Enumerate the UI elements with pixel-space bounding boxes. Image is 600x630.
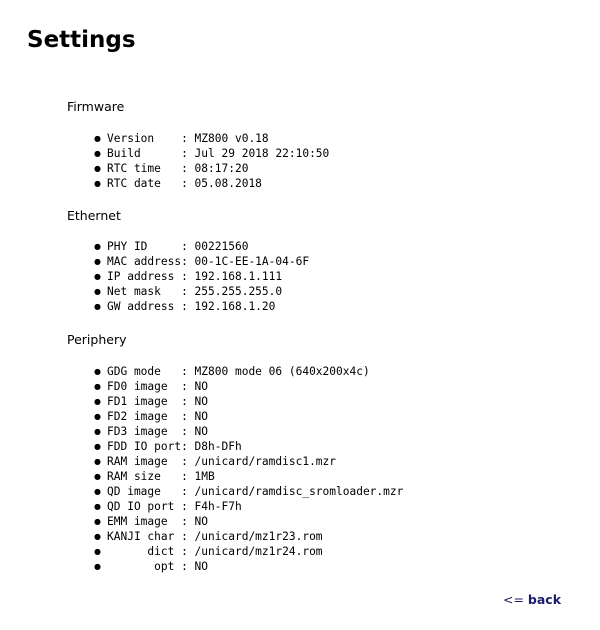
ethernet-netmask-item (94, 284, 309, 299)
bullet-icon: ● (94, 367, 101, 376)
back-link[interactable] (503, 592, 561, 608)
item-text: Version : MZ800 v0.18 (107, 132, 269, 145)
item-text: RAM size : 1MB (107, 470, 215, 483)
bullet-icon: ● (94, 397, 101, 406)
bullet-icon: ● (94, 532, 101, 541)
item-text: KANJI char : /unicard/mz1r23.rom (107, 530, 323, 543)
periphery-fd0-item (94, 379, 403, 394)
firmware-list (94, 131, 329, 191)
bullet-icon: ● (94, 164, 101, 173)
bullet-icon: ● (94, 242, 101, 251)
page-title: Settings (27, 27, 136, 53)
periphery-fd3-item (94, 424, 403, 439)
periphery-fd1-item (94, 394, 403, 409)
item-text: PHY ID : 00221560 (107, 240, 249, 253)
bullet-icon: ● (94, 412, 101, 421)
bullet-icon: ● (94, 487, 101, 496)
firmware-heading: Firmware (67, 99, 125, 114)
bullet-icon: ● (94, 257, 101, 266)
ethernet-gateway-item (94, 299, 309, 314)
periphery-heading: Periphery (67, 332, 127, 347)
back-arrow-icon: <= (503, 592, 528, 607)
periphery-gdg-mode-item (94, 364, 403, 379)
item-text: MAC address: 00-1C-EE-1A-04-6F (107, 255, 310, 268)
periphery-qd-image-item (94, 484, 403, 499)
bullet-icon: ● (94, 272, 101, 281)
bullet-icon: ● (94, 442, 101, 451)
firmware-version-item (94, 131, 329, 146)
item-text: dict : /unicard/mz1r24.rom (107, 545, 323, 558)
item-text: RTC date : 05.08.2018 (107, 177, 262, 190)
bullet-icon: ● (94, 427, 101, 436)
ethernet-ip-item (94, 269, 309, 284)
item-text: FD1 image : NO (107, 395, 209, 408)
item-text: RAM image : /unicard/ramdisc1.mzr (107, 455, 337, 468)
periphery-kanji-char-item (94, 529, 403, 544)
ethernet-phy-id-item (94, 239, 309, 254)
bullet-icon: ● (94, 179, 101, 188)
periphery-fdd-io-item (94, 439, 403, 454)
bullet-icon: ● (94, 562, 101, 571)
bullet-icon: ● (94, 457, 101, 466)
bullet-icon: ● (94, 149, 101, 158)
periphery-ram-image-item (94, 454, 403, 469)
item-text: RTC time : 08:17:20 (107, 162, 249, 175)
periphery-emm-image-item (94, 514, 403, 529)
ethernet-list (94, 239, 309, 314)
item-text: GDG mode : MZ800 mode 06 (640x200x4c) (107, 365, 370, 378)
periphery-list (94, 364, 403, 574)
item-text: GW address : 192.168.1.20 (107, 300, 276, 313)
bullet-icon: ● (94, 134, 101, 143)
periphery-kanji-opt-item (94, 559, 403, 574)
ethernet-heading: Ethernet (67, 208, 121, 223)
ethernet-mac-item (94, 254, 309, 269)
item-text: Build : Jul 29 2018 22:10:50 (107, 147, 330, 160)
item-text: Net mask : 255.255.255.0 (107, 285, 283, 298)
periphery-kanji-dict-item (94, 544, 403, 559)
bullet-icon: ● (94, 302, 101, 311)
periphery-qd-io-item (94, 499, 403, 514)
firmware-rtc-time-item (94, 161, 329, 176)
item-text: opt : NO (107, 560, 209, 573)
bullet-icon: ● (94, 517, 101, 526)
firmware-rtc-date-item (94, 176, 329, 191)
firmware-build-item (94, 146, 329, 161)
item-text: QD IO port : F4h-F7h (107, 500, 242, 513)
periphery-fd2-item (94, 409, 403, 424)
item-text: FD2 image : NO (107, 410, 209, 423)
periphery-ram-size-item (94, 469, 403, 484)
item-text: FDD IO port: D8h-DFh (107, 440, 242, 453)
back-link-label: back (527, 592, 562, 607)
bullet-icon: ● (94, 502, 101, 511)
item-text: IP address : 192.168.1.111 (107, 270, 283, 283)
item-text: FD0 image : NO (107, 380, 209, 393)
bullet-icon: ● (94, 382, 101, 391)
item-text: QD image : /unicard/ramdisc_sromloader.mzr (107, 485, 404, 498)
item-text: EMM image : NO (107, 515, 209, 528)
bullet-icon: ● (94, 547, 101, 556)
bullet-icon: ● (94, 472, 101, 481)
bullet-icon: ● (94, 287, 101, 296)
item-text: FD3 image : NO (107, 425, 209, 438)
